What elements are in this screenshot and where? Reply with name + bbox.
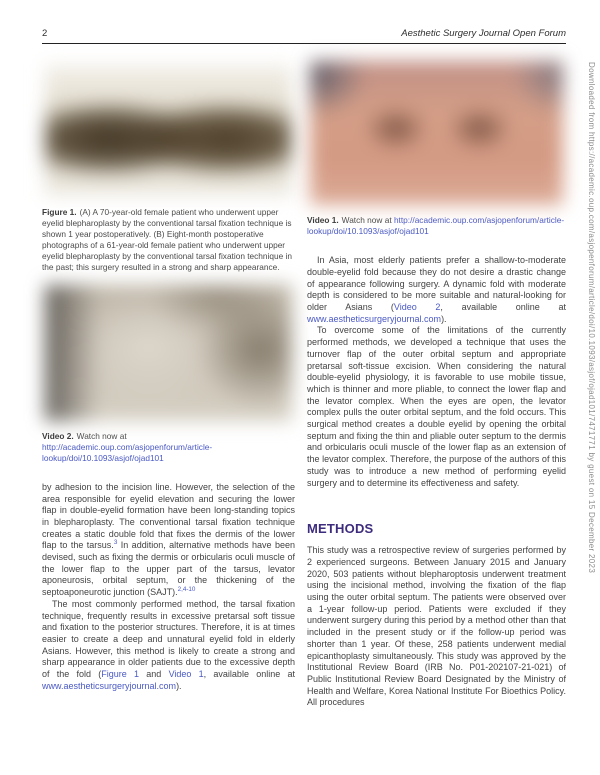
figure1-caption	[42, 207, 295, 274]
reference-3-link[interactable]: 3	[113, 539, 118, 547]
video1-label: Video 1.	[307, 215, 339, 225]
video1-caption-text: Watch now at	[341, 215, 394, 225]
left-paragraph-2-text: The most commonly performed method, the tarsal fixation technique, frequently results in excessive pretarsal soft tissue and fixation to the posterior structures. Therefore, it is at times easier to create a deep and unnatural eyelid fold in elderly Asians. However, this method is likely to create a strong and sharp appearance in older patients due to the excessive depth of the fold (	[42, 598, 295, 680]
video1-crossref-link[interactable]: Video 1	[168, 669, 204, 680]
left-paragraph-1-text-b: In addition, alternative methods have been devised, such as fixing the dermis or orbicularis oculi muscle of the lower flap to the upper part of the tarsus, levator aponeurosis, orbital septum, or the thickening of the septoaponeurotic junction (SAJT).	[42, 540, 295, 598]
two-column-layout	[42, 56, 566, 709]
left-paragraph-1	[42, 482, 295, 599]
journal-title: Aesthetic Surgery Journal Open Forum	[401, 28, 566, 39]
right-paragraph-2: To overcome some of the limitations of the currently performed methods, we developed a technique that uses the turnover flap of the outer orbital septum and appropriate pretarsal soft-tissue excision. When considering the natural double-eyelid physiology, it is favorable to use mobile tissue, which is thinner and more pliable, to connect the lower flap and the levator complex. When the eyes are open, the levator complex pulls the outer orbital septum, and the fold occurs. This surgical method creates a double eyelid by opening the orbital septum and fixing the thin and pliable outer septum to the dermis and orbicularis oculi muscle of the lower flap as an extension of the levator complex. Therefore, the purpose of the authors of this study was to introduce a new method of performing eyelid surgery and to determine its effectiveness and safety.	[307, 325, 566, 488]
journal-site-link-2[interactable]: www.aestheticsurgeryjournal.com	[307, 313, 442, 324]
video2-crossref-link[interactable]: Video 2	[393, 302, 441, 312]
video2-caption	[42, 431, 295, 464]
right-column	[307, 56, 566, 709]
page-number: 2	[42, 28, 48, 39]
video2-url-link[interactable]: http://academic.oup.com/asjopenforum/article-lookup/doi/10.1093/asjof/ojad101	[42, 441, 213, 463]
video2-blurred-still	[45, 285, 292, 421]
figure1-image	[42, 62, 295, 198]
running-head	[42, 28, 566, 44]
journal-site-link[interactable]: www.aestheticsurgeryjournal.com	[42, 680, 177, 691]
figure1-blurred-photo	[45, 65, 292, 195]
reference-2-4-10-link[interactable]: 2,4-10	[177, 586, 196, 594]
figure1-caption-text: (A) A 70-year-old female patient who underwent upper eyelid blepharoplasty by the conventional tarsal fixation technique is shown 1 year postoperatively. (B) Eight-month postoperative photographs of a 61-year-old female patient who underwent upper eyelid blepharoplasty by the conventional tarsal fixation technique in the past; this surgery resulted in a strong and sharp appearance.	[42, 207, 292, 273]
left-paragraph-1-text: by adhesion to the incision line. However, the selection of the area responsible for eyelid elevation and securing the lower flap in double-eyelid formation have been long-standing topics in blepharoplasty. The conventional tarsal fixation technique creates a static double fold that fixes the dermis of the lower flap to the tarsus.	[42, 481, 295, 551]
left-column	[42, 56, 295, 709]
methods-paragraph: This study was a retrospective review of surgeries performed by 2 experienced surgeons. Between January 2015 and January 2020, 503 patients without blepharoptosis underwent treatment using the incisional method, involving the fixation of the flap using the outer orbital septum. The patients were observed over a 1-year follow-up period. Patients were excluded if they underwent surgery during this period by a method other than that included in the present study or if the follow-up period was shorter than 1 year. Of these, 258 patients underwent medial epicanthoplasty simultaneously. This study was approved by the Institutional Review Board (IRB No. P01-202107-21-021) of Public Institutional Review Board Designated by the Ministry of Health and Welfare, Korea National Institute For Bioethics Policy. All procedures	[307, 545, 566, 708]
figure1-label: Figure 1.	[42, 207, 77, 217]
left-paragraph-2-text-c: , available online at	[203, 669, 295, 680]
video2-label: Video 2.	[42, 430, 74, 441]
video1-blurred-still	[310, 61, 563, 205]
video1-caption	[307, 215, 566, 237]
download-notice: Downloaded from https://academic.oup.com/asjopenforum/article/doi/10.1093/asjof/ojad101/7471771 by guest on 15 December 2023	[587, 62, 596, 574]
right-paragraph-1-text: In Asia, most elderly patients prefer a shallow-to-moderate double-eyelid fold because they do not desire a drastic change of appearance following surgery. A dynamic fold with moderate depth is considered to be more suitable and natural-looking for older Asians (	[307, 255, 566, 312]
left-paragraph-2-text-b: and	[139, 669, 169, 680]
video2-still-image	[42, 282, 295, 424]
figure1-crossref-link[interactable]: Figure 1	[101, 669, 140, 680]
video1-still-image	[307, 58, 566, 208]
video2-caption-text: Watch now at	[76, 430, 127, 441]
video1-url-link[interactable]: http://academic.oup.com/asjopenforum/article-lookup/doi/10.1093/asjof/ojad101	[307, 215, 565, 237]
methods-heading: METHODS	[307, 521, 374, 537]
right-paragraph-1-text-b: , available online at	[440, 302, 566, 312]
right-paragraph-1	[307, 255, 566, 325]
right-paragraph-1-text-c: ).	[441, 313, 447, 324]
left-paragraph-2-text-d: ).	[176, 680, 182, 691]
left-paragraph-2	[42, 599, 295, 693]
